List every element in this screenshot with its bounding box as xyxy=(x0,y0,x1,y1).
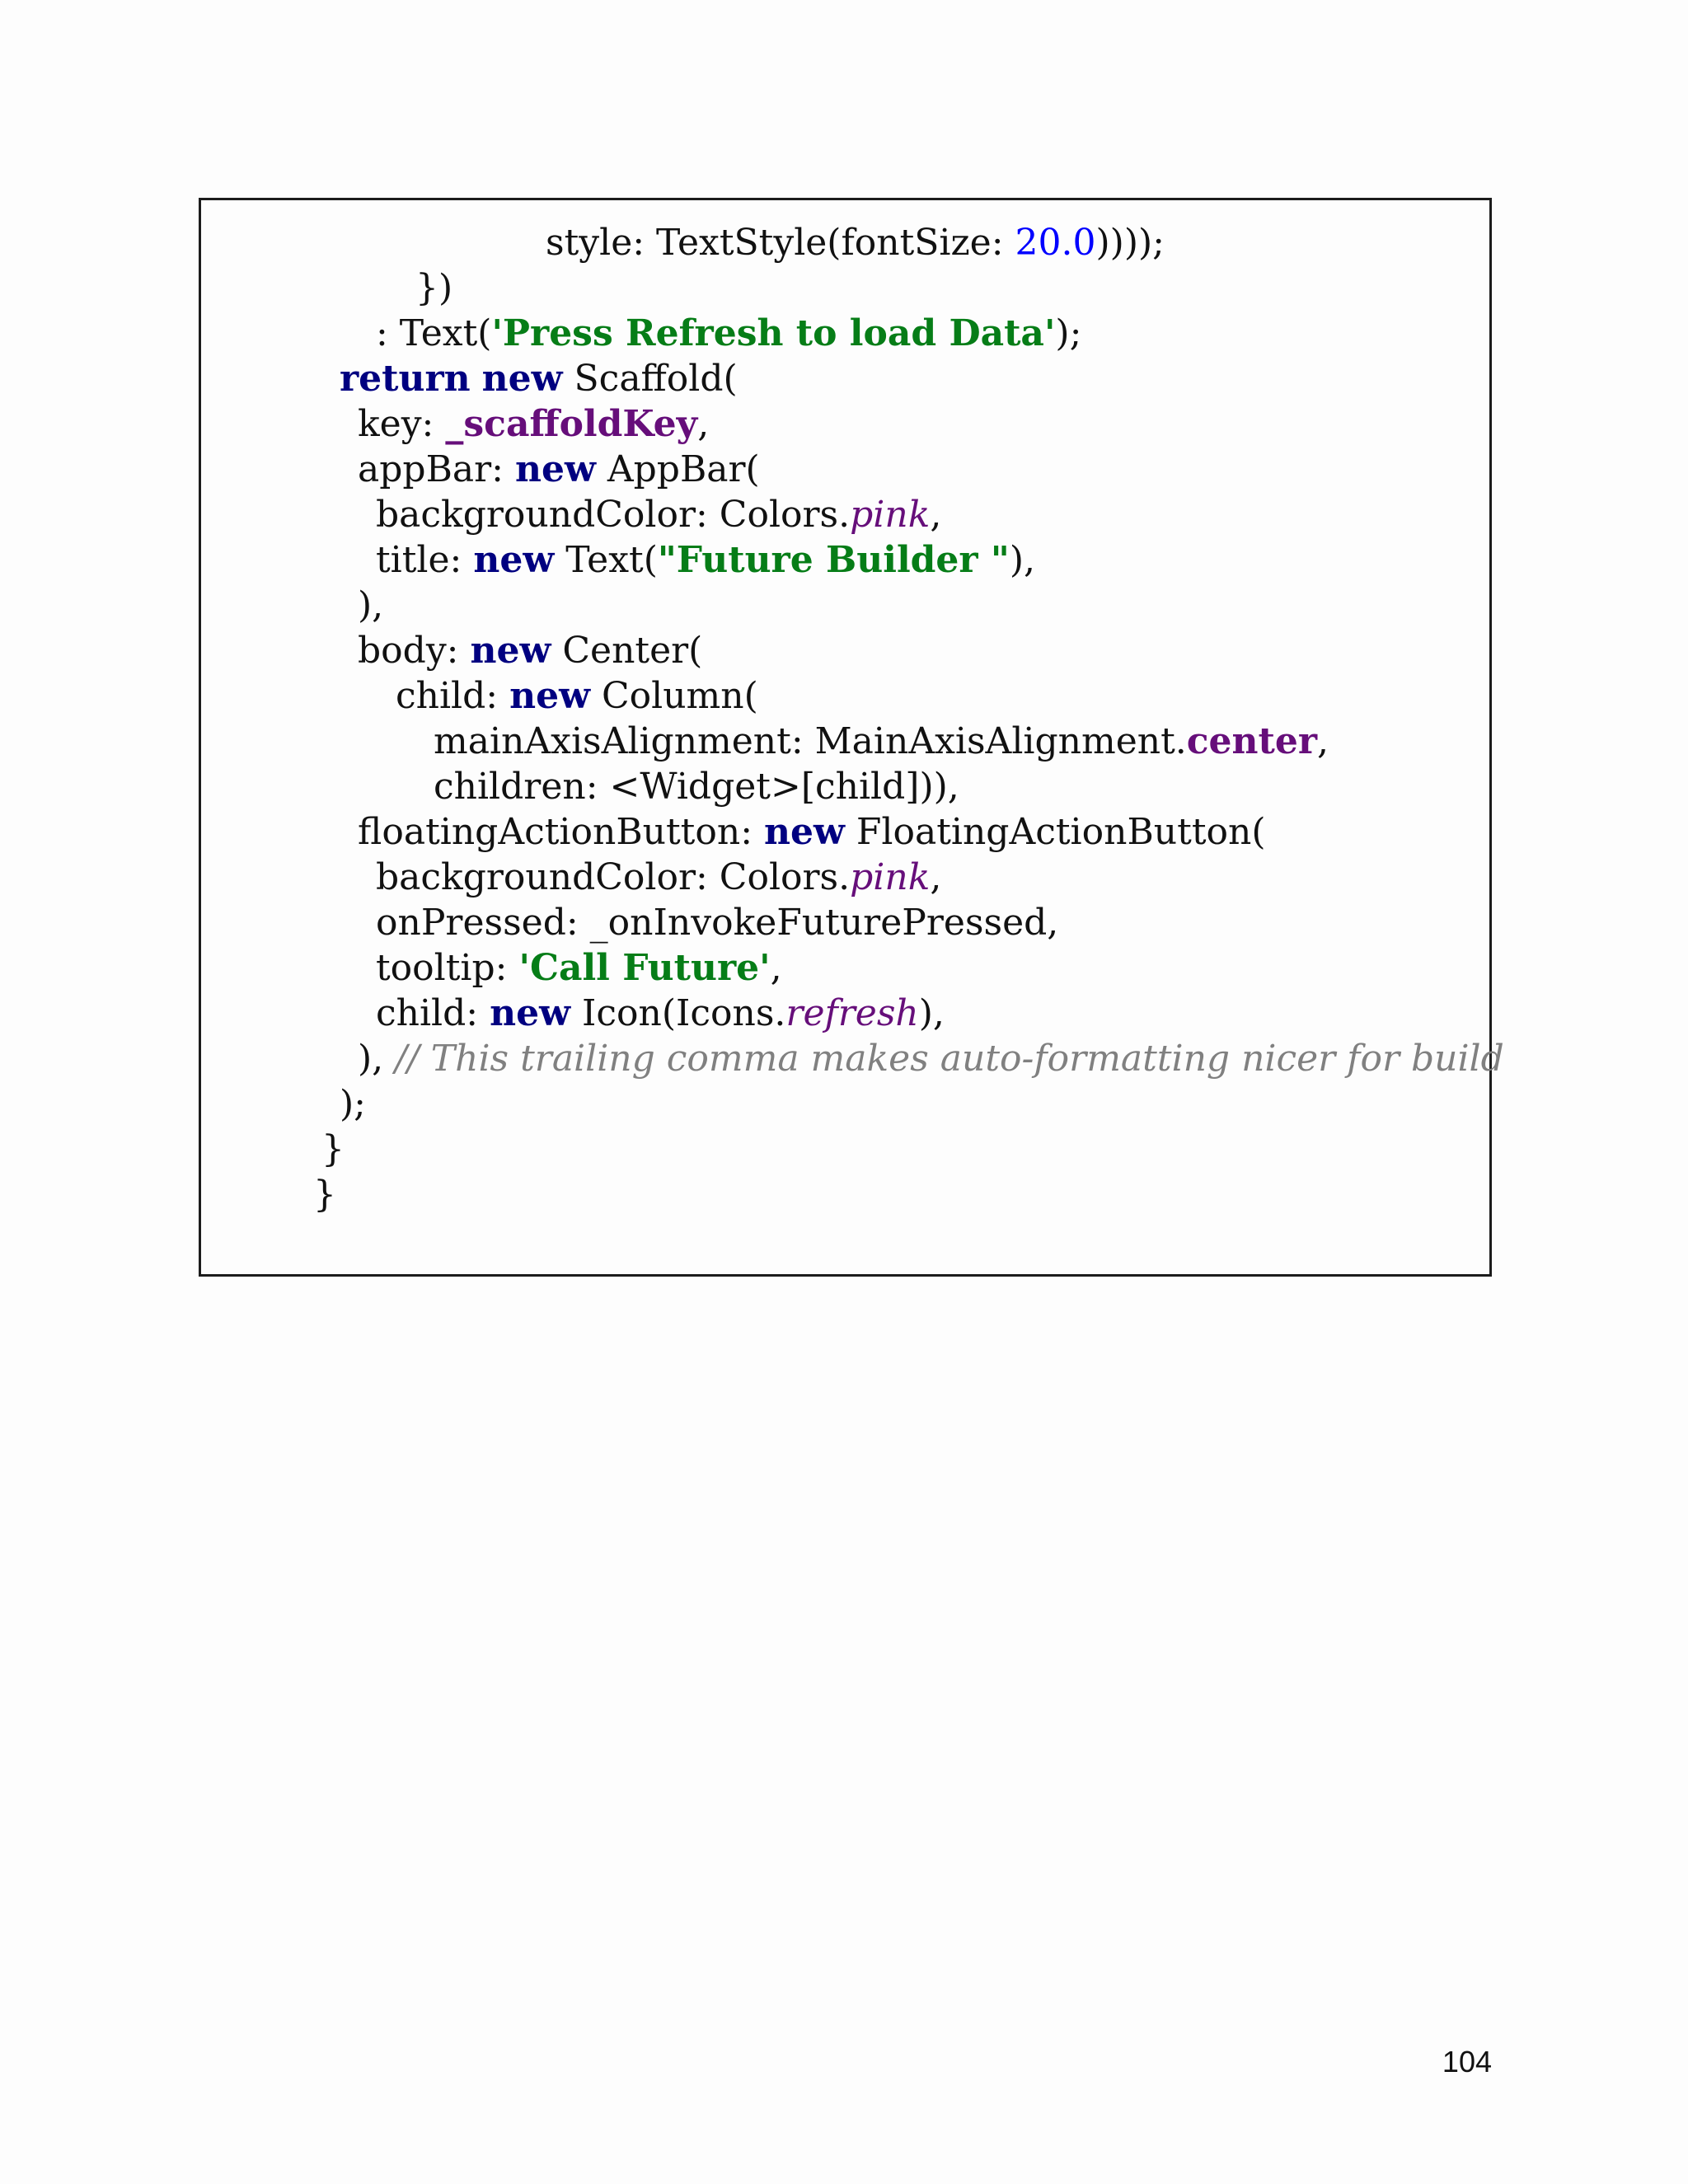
keyword: new xyxy=(481,358,563,400)
page-number: 104 xyxy=(1442,2045,1492,2079)
keyword: return xyxy=(340,358,471,400)
code-text: , xyxy=(697,403,710,445)
code-text: ), xyxy=(358,584,384,626)
keyword: new xyxy=(473,539,555,581)
code-text: ), xyxy=(1009,539,1035,581)
code-line xyxy=(434,719,1329,764)
code-text: backgroundColor: Colors. xyxy=(376,856,851,898)
code-line xyxy=(358,628,702,673)
code-text: style: TextStyle(fontSize: xyxy=(546,222,1015,264)
code-line xyxy=(376,855,941,900)
code-text: ); xyxy=(340,1083,366,1125)
code-text: key: xyxy=(358,403,446,445)
code-text: child: xyxy=(376,992,490,1034)
code-text: } xyxy=(321,1128,345,1170)
code-text: Center( xyxy=(551,630,703,672)
static-member: refresh xyxy=(785,992,919,1034)
code-listing-box xyxy=(199,198,1504,1277)
code-text: Column( xyxy=(589,675,758,717)
field-name: center xyxy=(1186,720,1318,762)
code-line xyxy=(340,356,738,401)
code-text: )))); xyxy=(1095,222,1165,264)
code-text: backgroundColor: Colors. xyxy=(376,494,851,536)
code-text: ), xyxy=(918,992,945,1034)
code-text: appBar: xyxy=(358,448,515,490)
number-literal: 20.0 xyxy=(1015,222,1096,264)
code-text: title: xyxy=(376,539,474,581)
code-line xyxy=(396,673,758,719)
code-line xyxy=(376,537,1035,583)
code-line xyxy=(358,447,760,492)
code-line xyxy=(415,265,452,311)
code-text: , xyxy=(1317,720,1329,762)
code-text: onPressed: _onInvokeFuturePressed, xyxy=(376,902,1059,944)
code-line xyxy=(358,1036,1504,1081)
code-text: : Text( xyxy=(376,312,492,354)
code-text: , xyxy=(930,494,942,536)
code-line xyxy=(434,764,959,809)
code-text: children: <Widget>[child])), xyxy=(434,766,959,808)
string-literal: 'Call Future' xyxy=(518,947,771,989)
static-member: pink xyxy=(850,856,931,898)
code-line xyxy=(376,492,941,537)
keyword: new xyxy=(764,811,845,853)
code-text: }) xyxy=(415,267,453,309)
code-text: mainAxisAlignment: MainAxisAlignment. xyxy=(434,720,1187,762)
code-text: } xyxy=(313,1174,336,1216)
code-text: tooltip: xyxy=(376,947,519,989)
code-text: Icon(Icons. xyxy=(570,992,786,1034)
code-line xyxy=(340,1081,366,1127)
code-line xyxy=(376,311,1081,356)
string-literal: "Future Builder " xyxy=(657,539,1010,581)
code-line xyxy=(376,900,1058,945)
code-text xyxy=(471,358,482,400)
code-text: FloatingActionButton( xyxy=(844,811,1266,853)
code-line xyxy=(376,991,945,1036)
code-text: ), xyxy=(358,1038,396,1080)
keyword: new xyxy=(509,675,590,717)
code-line xyxy=(358,809,1266,855)
code-text: child: xyxy=(396,675,510,717)
static-member: pink xyxy=(850,494,931,536)
code-line xyxy=(546,220,1165,265)
code-text: floatingActionButton: xyxy=(358,811,765,853)
code-text: Scaffold( xyxy=(562,358,738,400)
code-text: , xyxy=(770,947,782,989)
code-text: body: xyxy=(358,630,471,672)
code-comment: // This trailing comma makes auto-formatting nicer for build xyxy=(395,1038,1504,1080)
keyword: new xyxy=(490,992,570,1034)
code-line xyxy=(313,1172,336,1217)
code-text: AppBar( xyxy=(595,448,760,490)
code-text: Text( xyxy=(554,539,658,581)
code-line xyxy=(358,583,383,628)
keyword: new xyxy=(470,630,551,672)
code-line xyxy=(376,945,782,991)
field-name: _scaffoldKey xyxy=(445,403,698,445)
code-text: ); xyxy=(1055,312,1082,354)
code-line xyxy=(321,1127,345,1172)
code-line xyxy=(358,401,709,447)
keyword: new xyxy=(514,448,596,490)
string-literal: 'Press Refresh to load Data' xyxy=(491,312,1056,354)
code-text: , xyxy=(930,856,942,898)
